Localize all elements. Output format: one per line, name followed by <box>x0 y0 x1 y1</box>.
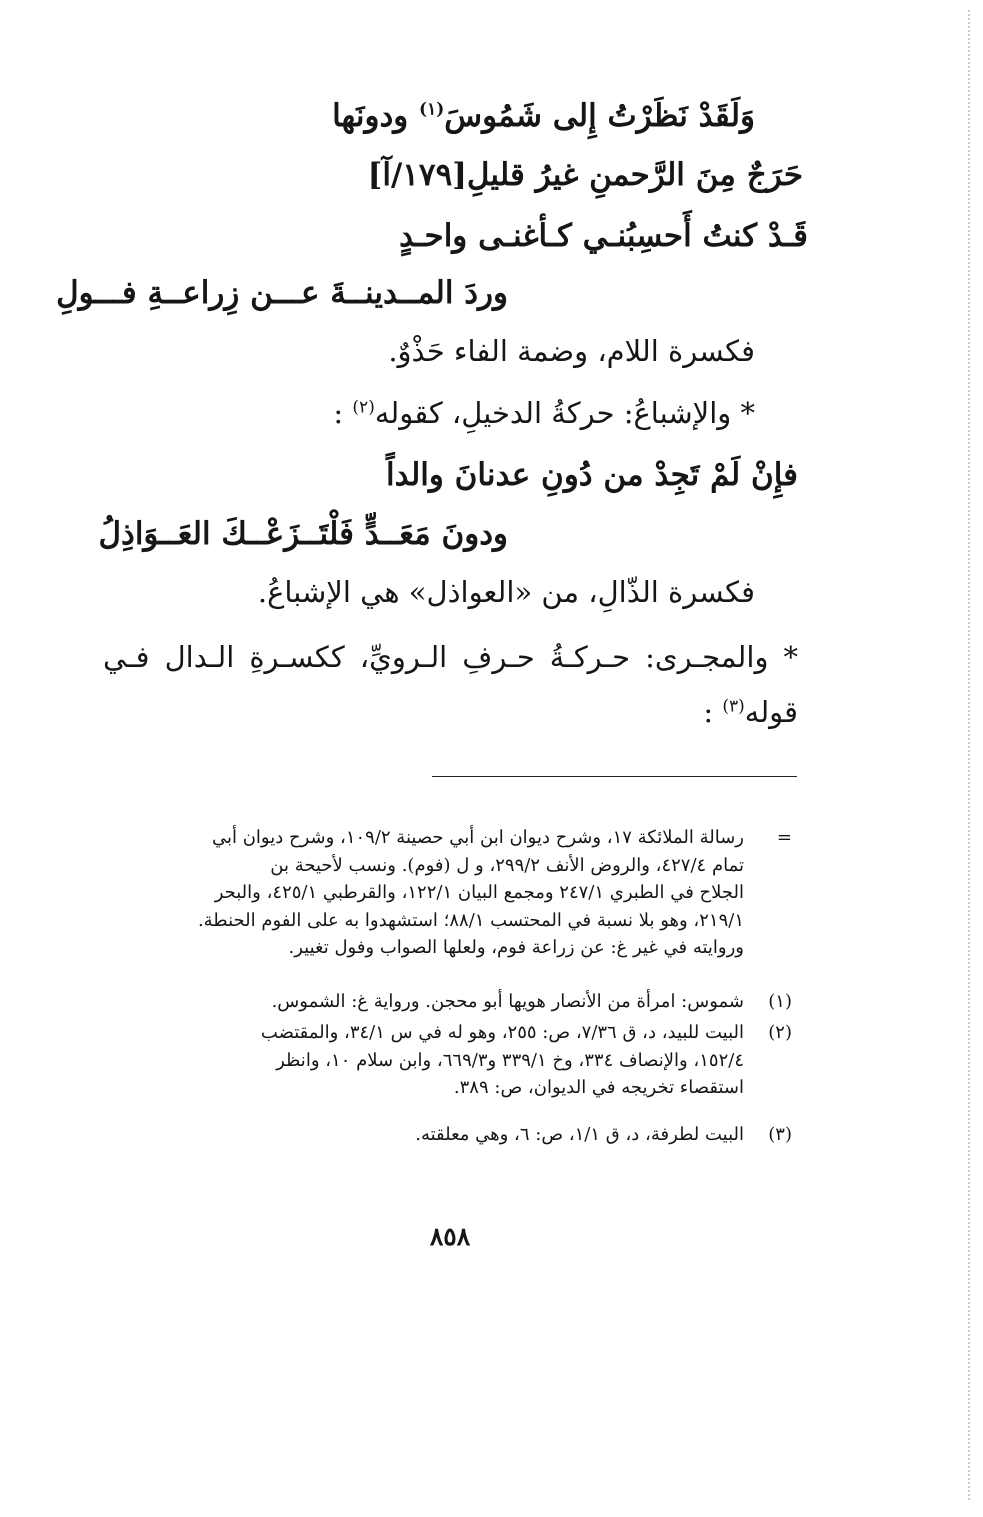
verse-line-5: فإِنْ لَمْ تَجِدْ من دُونِ عدنانَ والداً <box>385 457 798 493</box>
prose-colon: : <box>703 695 723 729</box>
verse-text: حَرَجٌ مِنَ الرَّحمنِ غيرُ قليلِ <box>466 157 803 193</box>
footnote-line: الجلاح في الطبري ٢٤٧/١ ومجمع البيان ١٢٢/١، والقرطبي ٤٢٥/١، والبحر <box>214 882 744 903</box>
footnote-continuation <box>100 824 792 962</box>
footnote-line: تمام ٤٢٧/٤، والروض الأنف ٢٩٩/٢، و ل (فوم). ونسب لأحيحة بن <box>270 854 744 876</box>
prose-line-3: فكسرة الذّالِ، من «العواذل» هي الإشباعُ. <box>257 575 755 609</box>
folio-marker: [١٧٩/آ] <box>367 157 467 193</box>
prose-line-5 <box>498 692 798 732</box>
continuation-marker: = <box>776 827 792 848</box>
prose-line-1: فكسرة اللام، وضمة الفاء حَذْوٌ. <box>388 334 755 368</box>
verse-line-2 <box>103 155 803 195</box>
footnote-1 <box>100 988 792 1016</box>
footnote-line: استقصاء تخريجه في الديوان، ص: ٣٨٩. <box>453 1077 744 1098</box>
footnote-3 <box>100 1121 792 1149</box>
footnote-line: البيت لطرفة، د، ق ١/١، ص: ٦، وهي معلقته. <box>415 1124 744 1145</box>
footnote-line: ٢١٩/١، وهو بلا نسبة في المحتسب ٨٨/١؛ استشهدوا به على الفوم الحنطة. <box>197 909 744 931</box>
prose-text: قوله <box>744 695 798 729</box>
footnote-ref-3: (٣) <box>722 696 745 717</box>
footnote-line: شموس: امرأة من الأنصار هويها أبو محجن. ورواية غ: الشموس. <box>271 991 744 1012</box>
verse-text: وَلَقَدْ نَظَرْتُ إِلى شَمُوسَ <box>444 98 755 134</box>
footnote-separator <box>432 776 797 777</box>
verse-ending: ودونَها <box>332 98 409 134</box>
footnote-line: رسالة الملائكة ١٧، وشرح ديوان ابن أبي حصينة ١٠٩/٢، وشرح ديوان أبي <box>211 827 744 848</box>
prose-colon: : <box>333 396 353 430</box>
footnote-number: (٢) <box>768 1022 792 1043</box>
footnote-ref-2: (٢) <box>352 397 375 418</box>
verse-line-3: قَـدْ كنتُ أَحسِبُنـي كـأغنـى واحـدٍ <box>399 218 808 254</box>
footnote-ref-1: (١) <box>419 99 445 120</box>
prose-text: * والإشباعُ: حركةُ الدخيلِ، كقوله <box>374 396 755 430</box>
footnote-2 <box>100 1019 792 1102</box>
verse-line-4: وردَ المــدينــةَ عـــن زِراعــةِ فـــولِ <box>56 275 508 311</box>
footnote-number: (١) <box>768 991 792 1012</box>
footnote-line: البيت للبيد، د، ق ٧/٣٦، ص: ٢٥٥، وهو له في س ٣٤/١، والمقتضب <box>260 1022 744 1043</box>
verse-line-1 <box>175 96 755 136</box>
binding-edge <box>968 10 970 1500</box>
footnote-number: (٣) <box>768 1124 792 1145</box>
prose-line-4: * والمجـرى: حـركـةُ حـرفِ الـرويِّ، ككسـرةِ الـدال فـي <box>103 640 798 674</box>
footnote-line: وروايته في غير غ: عن زراعة فوم، ولعلها الصواب وفول تغيير. <box>288 937 744 958</box>
prose-line-2 <box>195 393 755 433</box>
footnote-line: ١٥٢/٤، والإنصاف ٣٣٤، وخ ٣٣٩/١ و٦٦٩/٣، وابن سلام ١٠، وانظر <box>276 1049 744 1071</box>
page-number: ٨٥٨ <box>429 1222 471 1251</box>
verse-line-6: ودونَ مَعَــدٍّ فَلْتَــزَعْــكَ العَــوَاذِلُ <box>98 516 508 552</box>
